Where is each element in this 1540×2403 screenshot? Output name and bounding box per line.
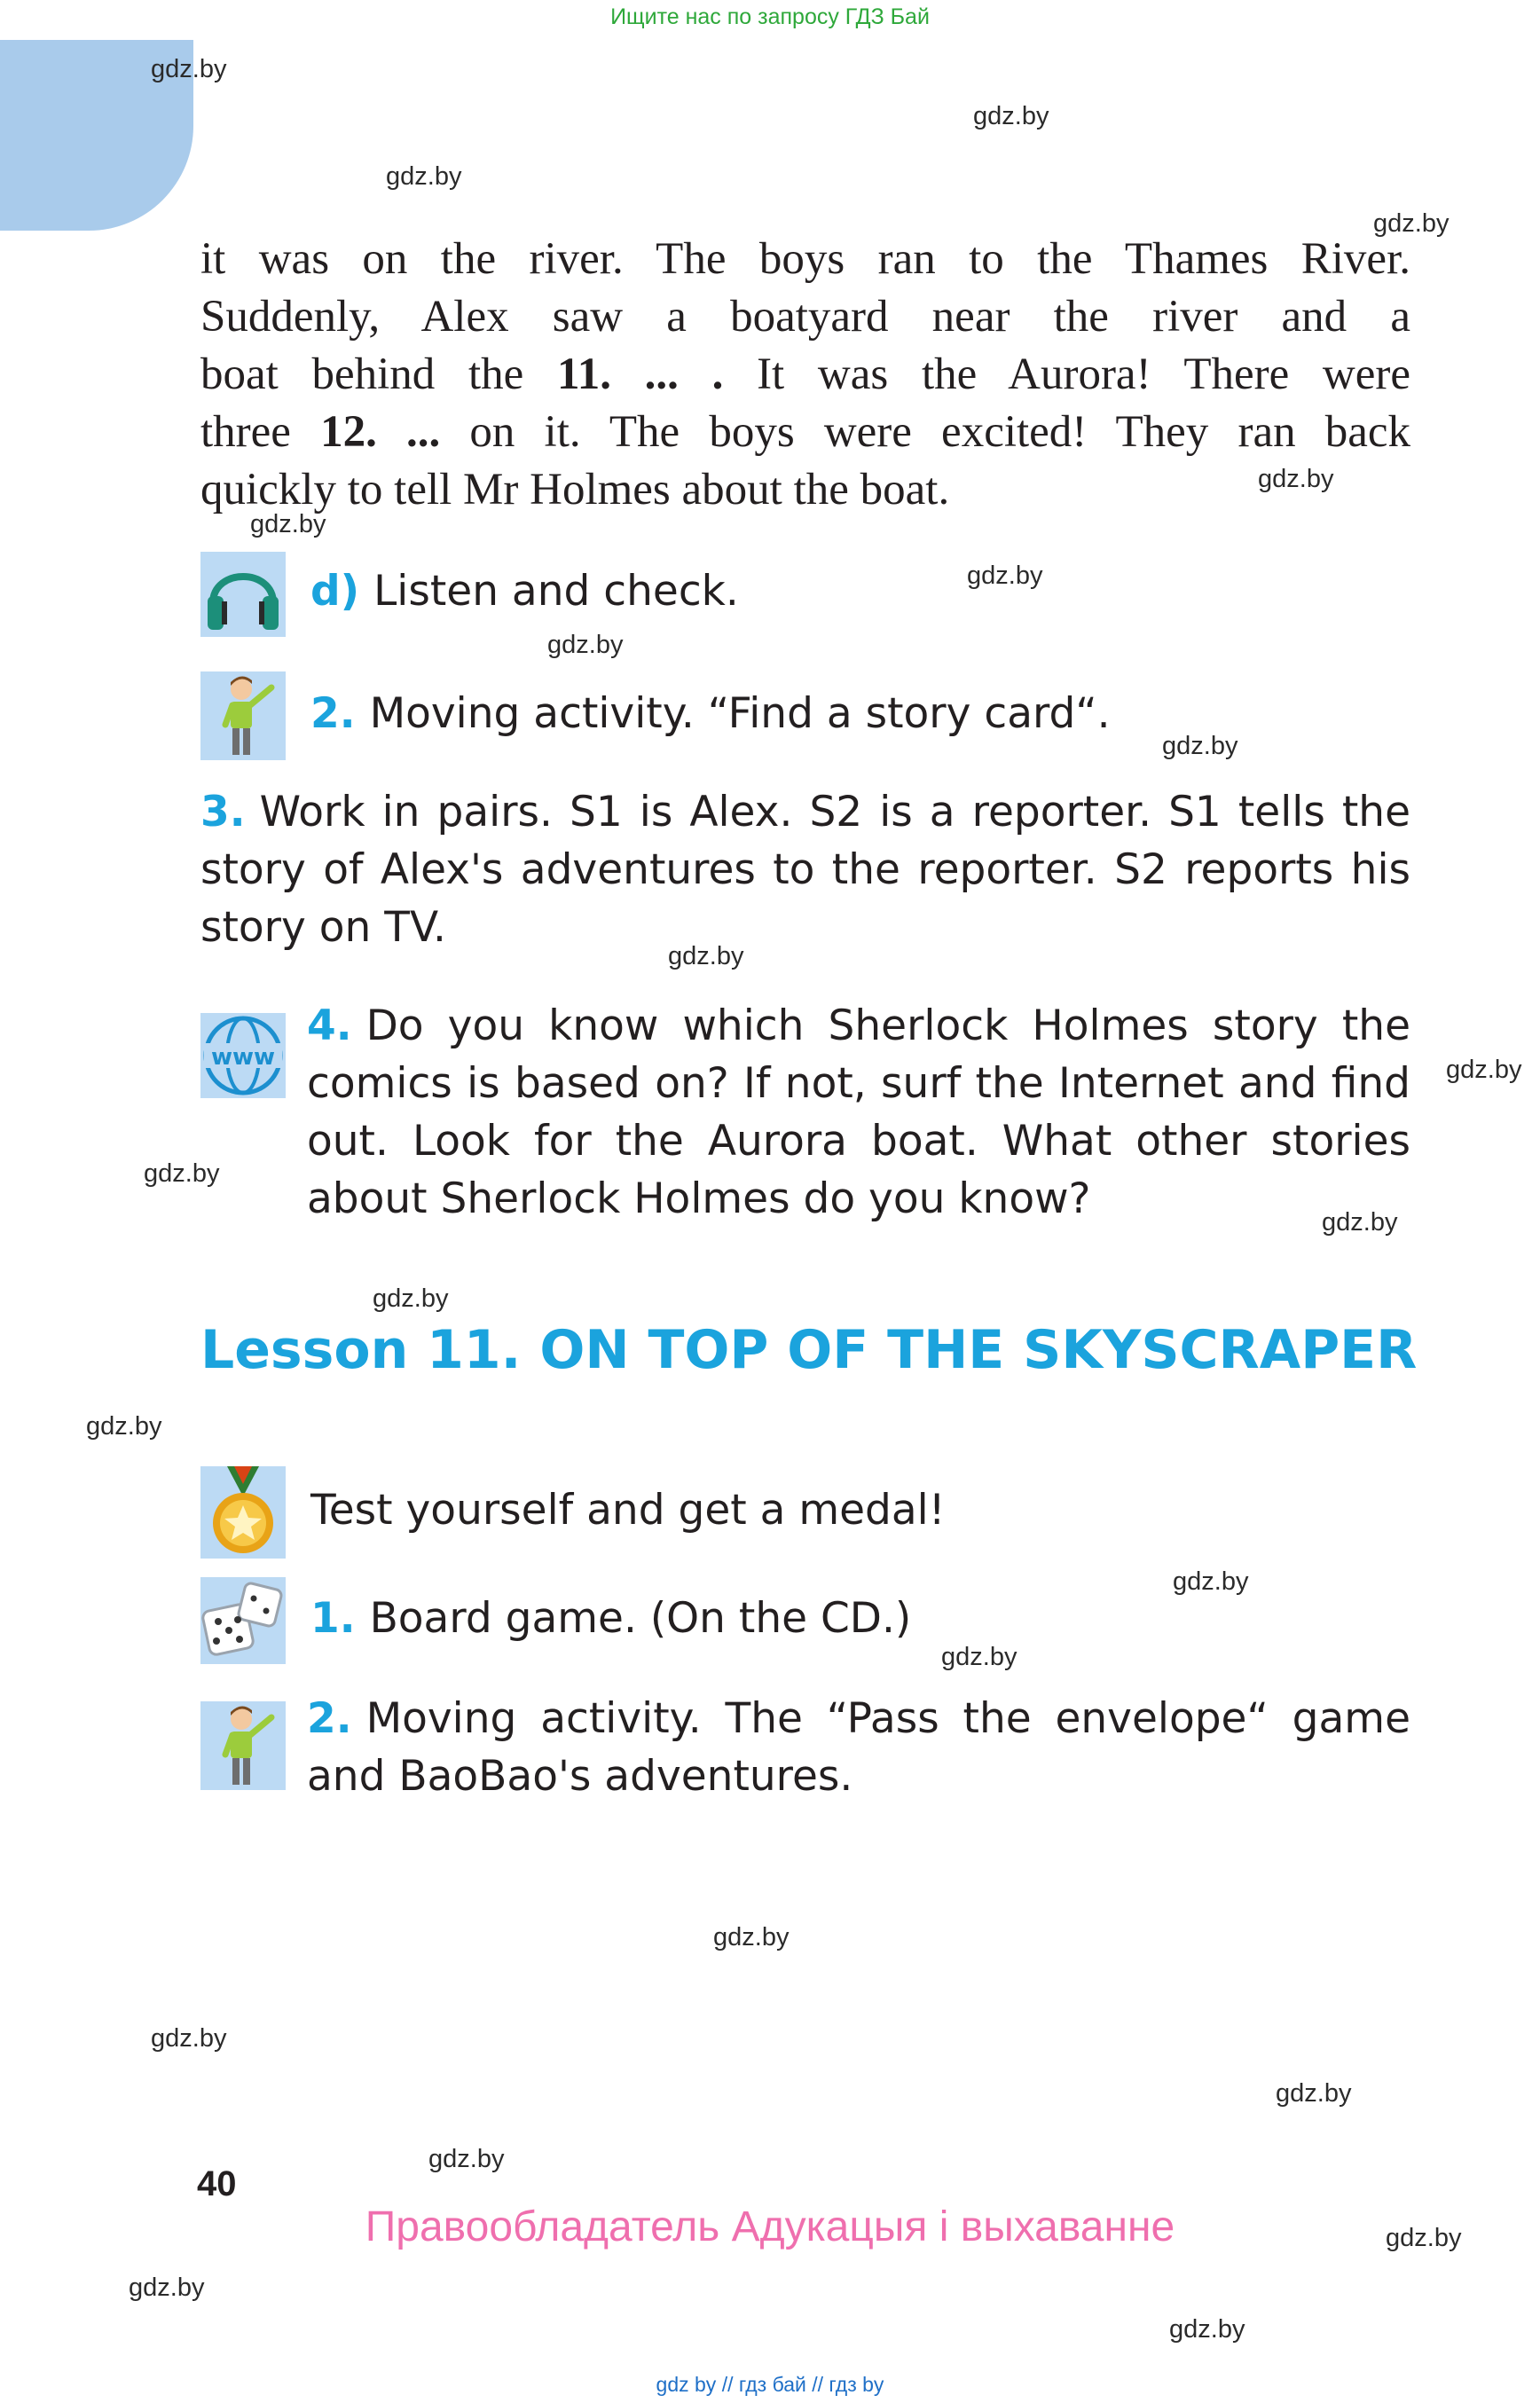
watermark: gdz.by [1162, 732, 1238, 760]
task-d [310, 562, 739, 620]
watermark: gdz.by [668, 942, 744, 970]
watermark: gdz.by [1386, 2224, 1462, 2252]
task-2-story-card [310, 685, 1111, 742]
story-line [200, 346, 1410, 404]
task-3 [200, 783, 1410, 956]
task-line [307, 1690, 1410, 1747]
task-number: 3. [200, 788, 246, 836]
watermark: gdz.by [1173, 1567, 1249, 1596]
watermark: gdz.by [86, 1412, 162, 1441]
task-line: comics is based on? If not, surf the Internet and find [307, 1059, 1410, 1108]
story-text: three [200, 407, 291, 457]
watermark: gdz.by [941, 1643, 1018, 1671]
task-line: story of Alex's adventures to the reporter. S2 reports his [200, 845, 1410, 894]
watermark: gdz.by [967, 561, 1043, 590]
watermark: gdz.by [1258, 465, 1334, 493]
task-text: Do you know which Sherlock Holmes story the [365, 1001, 1410, 1050]
medal-icon [200, 1466, 286, 1559]
watermark: gdz.by [1322, 1208, 1398, 1237]
story-text: It was the Aurora! There were [723, 349, 1411, 399]
footer-links[interactable]: gdz by // гдз бай // гдз by [656, 2373, 884, 2396]
story-text: on it. The boys were excited! They ran back [440, 407, 1410, 457]
svg-text:www: www [210, 1044, 276, 1071]
lesson-task-1 [310, 1590, 911, 1647]
story-line: it was on the river. The boys ran to the Thames River. [200, 234, 1410, 284]
task-text: Listen and check. [373, 567, 739, 616]
copyright-notice: Правообладатель Адукацыя і выхаванне [365, 2203, 1175, 2250]
watermark: gdz.by [151, 2024, 227, 2053]
lesson-title: Lesson 11. ON TOP OF THE SKYSCRAPER [200, 1319, 1418, 1381]
watermark: gdz.by [547, 631, 624, 659]
task-number: 4. [307, 1001, 352, 1050]
task-4 [307, 997, 1410, 1228]
task-text: Moving activity. “Find a story card“. [369, 689, 1111, 738]
lesson-task-2 [307, 1690, 1410, 1805]
story-line: quickly to tell Mr Holmes about the boat. [200, 465, 950, 514]
story-line [200, 404, 1410, 461]
watermark: gdz.by [144, 1159, 220, 1188]
dice-icon [200, 1577, 286, 1664]
gap-11: 11. ... . [557, 349, 724, 399]
boy-pointing-icon [200, 671, 286, 760]
task-line: and BaoBao's adventures. [307, 1752, 853, 1801]
task-number: 2. [307, 1694, 352, 1743]
watermark: gdz.by [428, 2145, 505, 2173]
watermark: gdz.by [973, 102, 1049, 130]
task-text: Work in pairs. S1 is Alex. S2 is a reporter. S1 tells the [259, 788, 1410, 836]
story-line: Suddenly, Alex saw a boatyard near the river and a [200, 292, 1410, 342]
watermark: gdz.by [1276, 2079, 1352, 2108]
task-number: 1. [310, 1594, 356, 1643]
task-number: 2. [310, 689, 356, 738]
watermark: gdz.by [151, 55, 227, 83]
task-line [307, 997, 1410, 1055]
story-text: boat behind the [200, 349, 524, 399]
task-line [200, 783, 1410, 841]
watermark: gdz.by [1169, 2315, 1245, 2344]
watermark: gdz.by [1373, 209, 1450, 238]
page-number: 40 [197, 2164, 237, 2203]
task-line: story on TV. [200, 903, 446, 952]
gap-12: 12. ... [320, 407, 441, 457]
watermark: gdz.by [386, 162, 462, 191]
medal-instruction: Test yourself and get a medal! [310, 1486, 946, 1535]
task-line: about Sherlock Holmes do you know? [307, 1174, 1091, 1223]
headphones-icon [200, 552, 286, 637]
boy-pointing-icon [200, 1701, 286, 1790]
www-globe-icon [200, 1013, 286, 1098]
top-banner[interactable]: Ищите нас по запросу ГДЗ Бай [610, 4, 930, 29]
task-text: Moving activity. The “Pass the envelope“ game [365, 1694, 1410, 1743]
story-paragraph [200, 231, 1410, 519]
watermark: gdz.by [1446, 1056, 1522, 1084]
watermark: gdz.by [713, 1923, 790, 1951]
watermark: gdz.by [129, 2273, 205, 2302]
task-line: out. Look for the Aurora boat. What other stories [307, 1117, 1410, 1166]
watermark: gdz.by [250, 510, 326, 538]
task-number: d) [310, 567, 360, 616]
watermark: gdz.by [373, 1284, 449, 1313]
task-text: Board game. (On the CD.) [369, 1594, 912, 1643]
